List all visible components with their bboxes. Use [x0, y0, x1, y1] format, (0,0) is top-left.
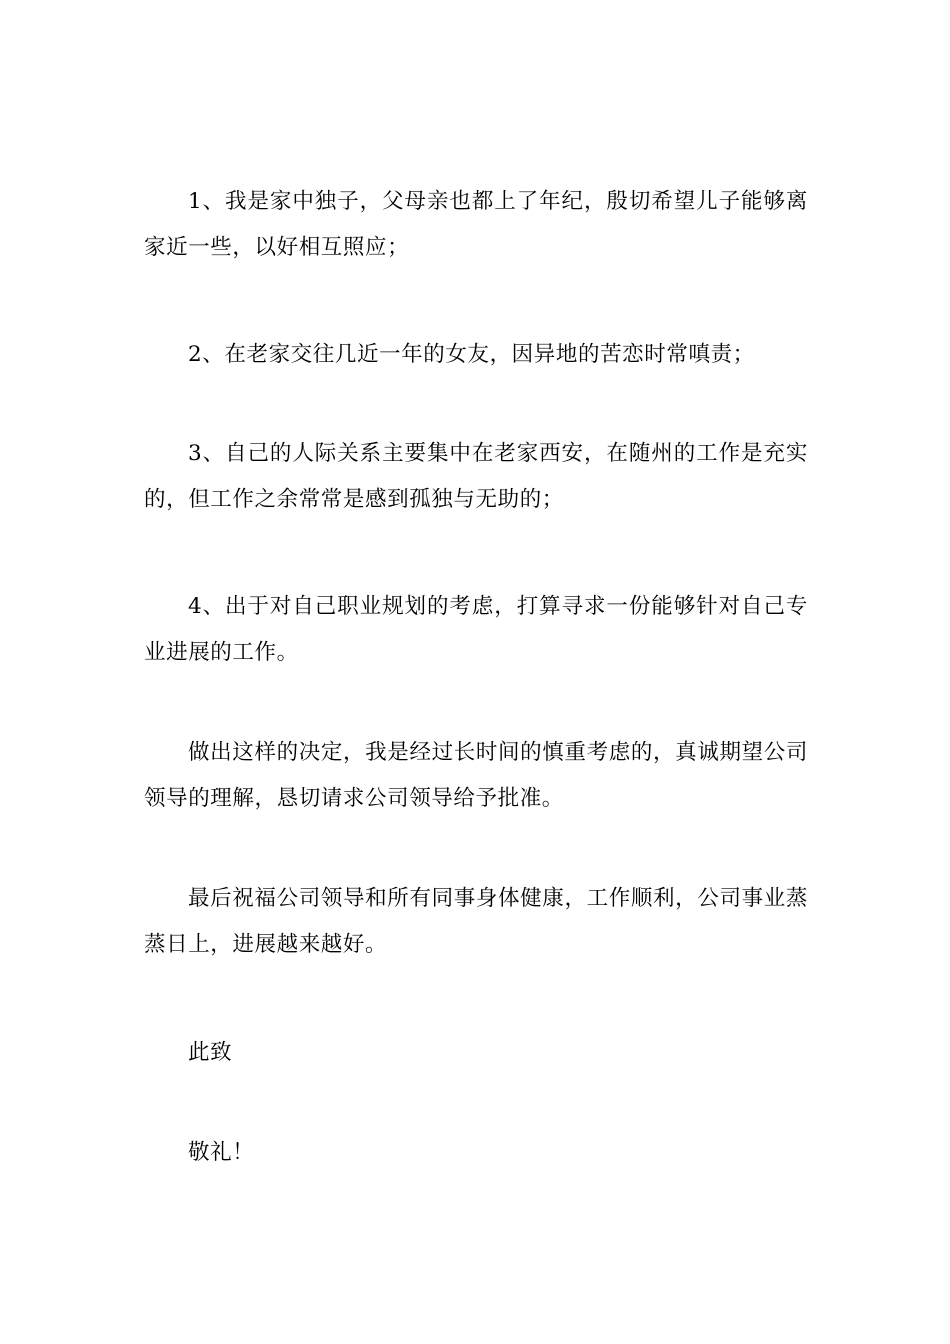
paragraph-reason-3: 3、自己的人际关系主要集中在老家西安，在随州的工作是充实的，但工作之余常常是感到孤独与无助的；: [144, 441, 808, 512]
paragraph-reason-1: 1、我是家中独子，父母亲也都上了年纪，殷切希望儿子能够离家近一些，以好相互照应；: [144, 189, 808, 260]
paragraph-reason-2: 2、在老家交往几近一年的女友，因异地的苦恋时常嗔责；: [188, 342, 755, 367]
paragraph-wishes: 最后祝福公司领导和所有同事身体健康，工作顺利，公司事业蒸蒸日上，进展越来越好。: [144, 886, 808, 957]
closing-jingli: 敬礼！: [188, 1140, 255, 1165]
closing-cizhi: 此致: [188, 1040, 233, 1065]
paragraph-decision: 做出这样的决定，我是经过长时间的慎重考虑的，真诚期望公司领导的理解，恳切请求公司领导给予批准。: [144, 740, 808, 811]
paragraph-reason-4: 4、出于对自己职业规划的考虑，打算寻求一份能够针对自己专业进展的工作。: [144, 594, 808, 665]
